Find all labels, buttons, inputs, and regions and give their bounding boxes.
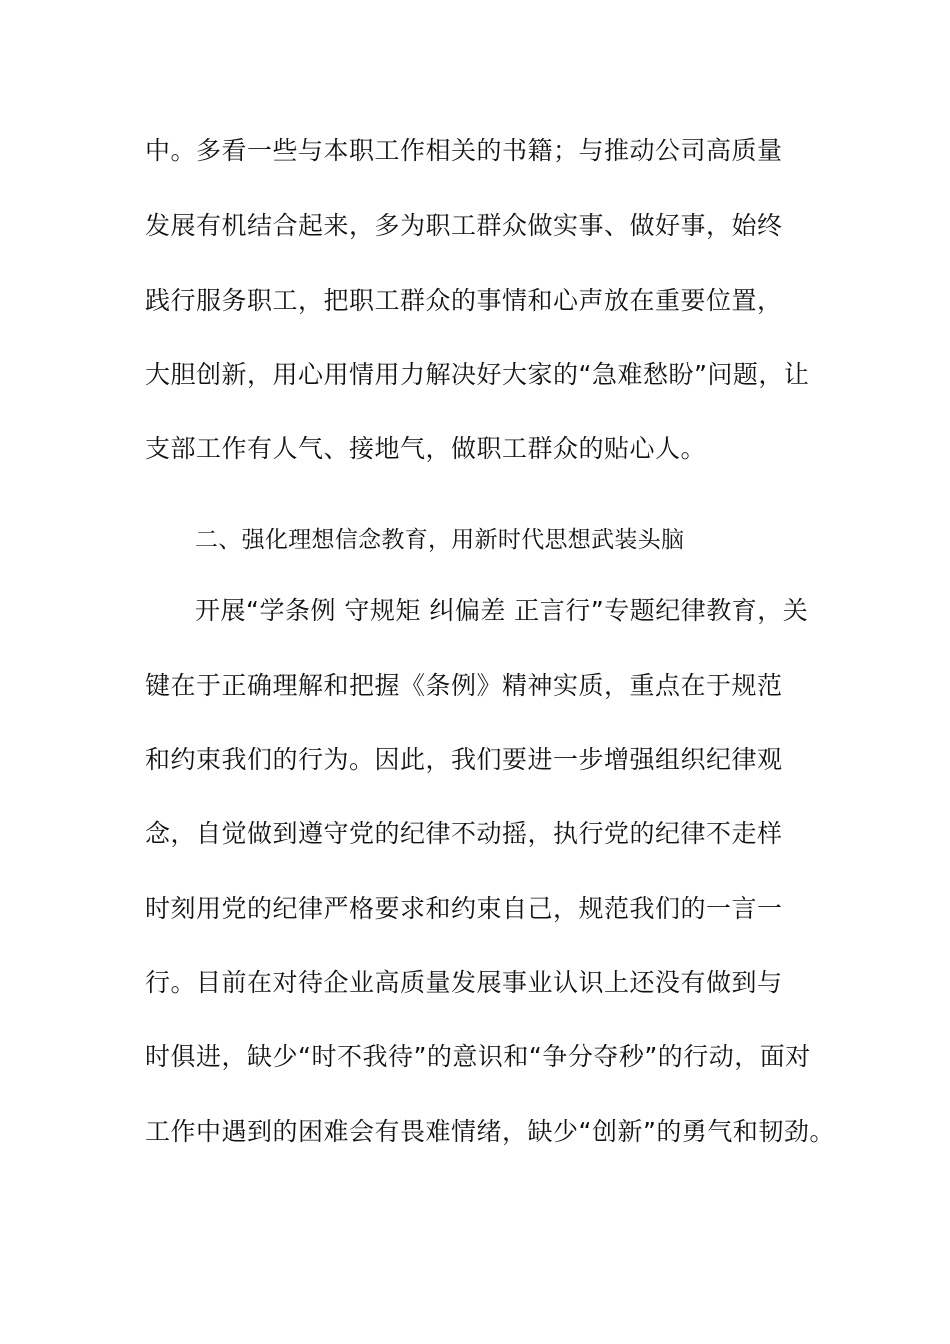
- paragraph2-line-6: 行。目前在对待企业高质量发展事业认识上还没有做到与: [145, 968, 783, 997]
- paragraph2-line-5: 时刻用党的纪律严格要求和约束自己，规范我们的一言一: [145, 894, 783, 923]
- paragraph-line-5: 支部工作有人气、接地气，做职工群众的贴心人。: [145, 434, 707, 463]
- paragraph2-line-7: 时俱进，缺少“时不我待”的意识和“争分夺秒”的行动，面对: [145, 1042, 811, 1071]
- paragraph2-line-2: 键在于正确理解和把握《条例》精神实质，重点在于规范: [145, 671, 783, 700]
- paragraph2-line-3: 和约束我们的行为。因此，我们要进一步增强组织纪律观: [145, 745, 783, 774]
- section-heading: 二、强化理想信念教育，用新时代思想武装头脑: [195, 527, 685, 553]
- paragraph-line-4: 大胆创新，用心用情用力解决好大家的“急难愁盼”问题，让: [145, 360, 810, 389]
- paragraph2-line-4: 念，自觉做到遵守党的纪律不动摇，执行党的纪律不走样: [145, 819, 783, 848]
- paragraph2-line-1: 开展“学条例 守规矩 纠偏差 正言行”专题纪律教育，关: [195, 596, 809, 625]
- paragraph-line-1: 中。多看一些与本职工作相关的书籍；与推动公司高质量: [145, 136, 783, 165]
- paragraph-line-3: 践行服务职工，把职工群众的事情和心声放在重要位置，: [145, 286, 783, 315]
- paragraph-line-2: 发展有机结合起来，多为职工群众做实事、做好事，始终: [145, 211, 783, 240]
- paragraph2-line-8: 工作中遇到的困难会有畏难情绪，缺少“创新”的勇气和韧劲。: [145, 1117, 835, 1146]
